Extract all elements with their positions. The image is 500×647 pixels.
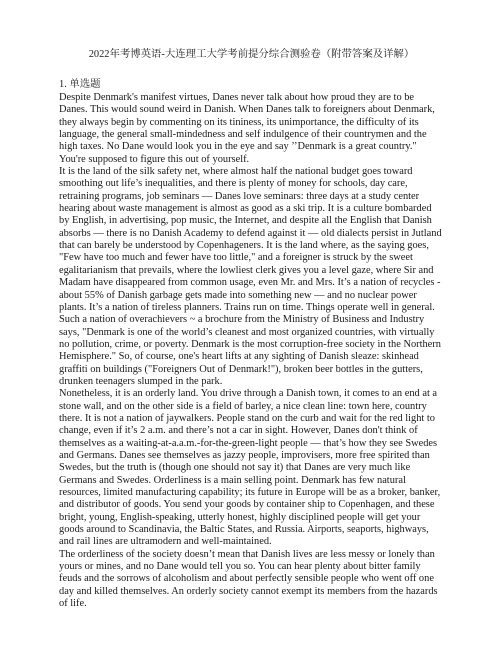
paragraph-2: It is the land of the silk safety net, where almost half the national budget goes toward smoothing out life’s inequalities, and there is plenty of money for schools, day care, retraining programs, job seminars — Danes love seminars: three days at a study center hearing about waste management is almost as good as a ski trip. It is a culture bombarded by English, in advertising, pop music, the Internet, and despite all the English that Danish absorbs — there is no Danish Academy to defend against it — old dialects persist in Jutland that can barely be understood by Copenhageners. It is the land where, as the saying goes, "Few have too much and fewer have too little," and a foreigner is struck by the sweet egalitarianism that prevails, where the lowliest clerk gives you a level gaze, where Sir and Madam have disappeared from common usage, even Mr. and Mrs. It’s a nation of recycles - about 55% of Danish garbage gets made into something new — and no nuclear power plants. It’s a nation of tireless planners. Trains run on time. Things operate well in general. (59, 166, 442, 313)
paragraph-1: Despite Denmark's manifest virtues, Danes never talk about how proud they are to be Danes. This would sound weird in Danish. When Danes talk to foreigners about Denmark, they always begin by commenting on its tininess, its unimportance, the difficulty of its language, the general small-mindedness and self indulgence of their countrymen and the high taxes. No Dane would look you in the eye and say ’’Denmark is a great country." You're supposed to figure this out of yourself. (59, 92, 435, 165)
document-title: 2022年考博英语-大连理工大学考前提分综合测验卷（附带答案及详解） (88, 49, 415, 60)
paragraph-4: Nonetheless, it is an orderly land. You drive through a Danish town, it comes to an end at a stone wall, and on the other side is a field of barley, a nice clean line: town here, country there. It is not a nation of jaywalkers. People stand on the curb and wait for the red light to change, even if it’s 2 a.m. and there’s not a car in sight. However, Danes don't think of themselves as a waiting-at-a.a.m.-for-the-green-light people — that’s how they see Swedes and Germans. Danes see themselves as jazzy people, improvisers, more free spirited than Swedes, but the truth is (though one should not say it) that Danes are very much like Germans and Swedes. Orderliness is a main selling point. Denmark has few natural resources, limited manufacturing capability; its future in Europe will be as a broker, banker, and distributor of goods. You send your goods by container ship to Copenhagen, and these bright, young, English-speaking, utterly honest, highly disciplined people will get your goods around to Scandinavia, the Baltic States, and Russia. Airports, seaports, highways, and rail lines are ultramodern and well-maintained. (59, 388, 441, 548)
section-heading: 1. 单选题 (59, 79, 101, 90)
paragraph-3: Such a nation of overachievers ~ a brochure from the Ministry of Business and Industry says, "Denmark is one of the world’s cleanest and most organized countries, with virtually no pollution, crime, or poverty. Denmark is the most corruption-free society in the Northern Hemisphere." So, of course, one's heart lifts at any sighting of Danish sleaze: skinhead graffiti on buildings ("Foreigners Out of Denmark!"), broken beer bottles in the gutters, drunken teenagers slumped in the park. (59, 314, 441, 387)
paragraph-5: The orderliness of the society doesn’t mean that Danish lives are less messy or lonely than yours or mines, and no Dane would tell you so. You can hear plenty about bitter family feuds and the sorrows of alcoholism and about perfectly sensible people who went off one day and killed themselves. An orderly society cannot exempt its members from the hazards of life. (59, 548, 438, 610)
